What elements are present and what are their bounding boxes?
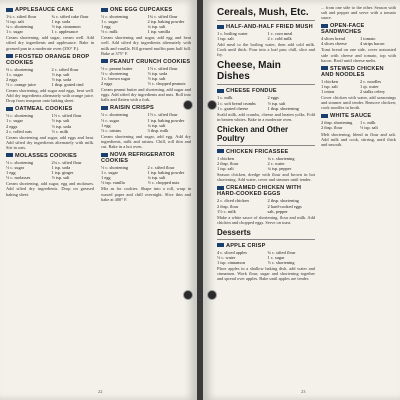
ingredient: 4 strips bacon [360, 41, 385, 47]
flag-icon [6, 153, 13, 157]
ingredient: 1 tsp. soda [51, 165, 71, 171]
ingredient: ½ c. water [217, 254, 236, 260]
flag-icon [321, 24, 328, 28]
ingredient: 4 c. sliced apples [217, 249, 247, 255]
section-heading: Cereals, Mush, Etc. [217, 7, 309, 18]
ingredient: ½ c. chopped peanuts [147, 81, 186, 87]
ingredient: 1 tomato [360, 36, 376, 42]
ingredient: ½ c. shortening [6, 113, 34, 119]
recipe-title [101, 105, 191, 111]
ingredient-list [217, 31, 315, 41]
ingredient-column [101, 112, 145, 132]
flag-icon [6, 8, 13, 12]
ingredient: ¼ c. shortening [6, 24, 34, 30]
ingredient-column [217, 31, 265, 41]
ingredient: ½ c. shortening [101, 70, 129, 76]
ingredient-column [268, 250, 316, 265]
recipe-instructions: Cream shortening, add sugar and eggs, beat well. Add dry ingredients alternately with orange juice. Drop from teaspoon onto baking sheet. [6, 88, 94, 104]
ingredient: 1 c. applesauce [51, 29, 79, 35]
ingredient: 1 c. corn meal [267, 31, 293, 36]
ingredient: ½ tsp. soda [51, 76, 72, 82]
ingredient-column [217, 95, 265, 110]
recipe-instructions: Cover chicken with water, add seasonings and simmer until tender. Remove chicken; cook noodles in broth. [321, 95, 396, 111]
section-heading: Cheese, Main Dishes [217, 60, 281, 83]
ingredient: ½ tsp. vanilla [101, 180, 125, 186]
ingredient-list [321, 120, 396, 130]
ingredient: 1 tsp. vanilla [147, 29, 171, 35]
right-col-c [217, 4, 315, 283]
ingredient-list [101, 112, 191, 132]
recipe-title [6, 54, 94, 66]
ingredient: ⅔ c. shortening [6, 66, 34, 72]
ingredient: 2¼ c. sifted flour [51, 159, 82, 165]
recipe-title-text: OPEN-FACE SANDWICHES [321, 23, 365, 36]
ingredient: 4 slices cheese [321, 41, 347, 47]
ingredient-column [6, 67, 49, 87]
ingredient: 1½ c. milk [217, 208, 236, 214]
ingredient-column [52, 113, 95, 133]
recipe-title [101, 7, 191, 13]
recipe-title [321, 66, 396, 78]
recipe-title-text: APPLESAUCE CAKE [15, 7, 74, 13]
ingredient-list [101, 14, 191, 34]
ingredient: ½ c. milk [101, 29, 118, 35]
recipe-instructions: Cream shortening and sugar, add egg. Add dry ingredients, milk and raisins. Chill, roll thin and cut. Bake in a hot oven. [101, 133, 191, 149]
ingredient: ½ tsp. soda [51, 123, 72, 129]
ingredient-column [217, 156, 265, 171]
ingredient: 1 egg [6, 170, 16, 176]
ingredient: 2 c. sifted flour [147, 165, 175, 171]
recipe-title-text: CREAMED CHICKEN WITH HARD-COOKED EGGS [217, 185, 302, 198]
recipe-title [217, 88, 315, 94]
ingredient-column [52, 14, 95, 34]
ingredient: 1 tsp. salt [321, 83, 338, 89]
ingredient-column [268, 95, 316, 110]
ingredient: ½ tsp. salt [51, 118, 70, 124]
recipe-instructions: Add meal to the boiling water, then add cold milk. Cook until thick. Pour into a loaf pan; chill, slice and fry. [217, 42, 315, 58]
ingredient: 1 tbsp. grated rind [51, 81, 84, 87]
ingredient: ½ c. chopped nuts [147, 180, 180, 186]
ingredient-list [6, 14, 94, 34]
ingredient: 2 c. noodles [360, 78, 382, 84]
ingredient: ½ c. sugar [101, 117, 120, 123]
ingredient: 1 tsp. baking powder [147, 117, 185, 123]
left-col-b [101, 4, 191, 204]
ingredient: 1 onion [321, 88, 335, 94]
flag-icon [217, 186, 224, 190]
ingredient-list [101, 66, 191, 86]
ingredient: ¼ tsp. salt [147, 122, 166, 128]
binder-hole-top [183, 100, 193, 110]
recipe-instructions: Cream shortening, add sugar, egg and molasses. Add sifted dry ingredients. Drop on greased baking sheet. [6, 181, 94, 197]
ingredient: 1 tsp. soda [51, 19, 71, 25]
recipe-instructions: Place apples in a shallow baking dish, add water and cinnamon. Work flour, sugar and shortening together and spread over apples. Bake until apples are tender. [217, 266, 315, 282]
ingredient: 2 eggs [6, 123, 18, 129]
recipe-title-text: APPLE CRISP [226, 242, 266, 249]
ingredient: 1 c. milk [217, 95, 233, 101]
flag-icon [6, 54, 13, 58]
recipe-title [321, 113, 396, 119]
ingredient: ½ tsp. salt [267, 100, 286, 106]
ingredient-column [6, 113, 49, 133]
ingredient: 2 tbsp. shortening [321, 120, 353, 126]
ingredient: ¼ c. shortening [267, 155, 295, 161]
recipe-title-text: FROSTED ORANGE DROP COOKIES [6, 53, 90, 66]
ingredient-column [268, 198, 316, 213]
flag-icon [101, 59, 108, 63]
ingredient: 1 c. brown sugar [101, 75, 131, 81]
ingredient: ½ c. peanut butter [101, 65, 133, 71]
ingredient: ½ c. shortening [6, 159, 34, 165]
section-heading: Chicken and Other Poultry [217, 124, 289, 143]
recipe-instructions: Melt shortening, blend in flour and salt. Add milk and cook, stirring, until thick and smooth. [321, 131, 396, 147]
ingredient: ¼ tsp. salt [147, 175, 166, 181]
ingredient: ⅓ c. shortening [267, 260, 295, 266]
ingredient: 1½ c. sifted flour [147, 112, 178, 118]
ingredient: ½ c. shortening [101, 165, 129, 171]
ingredient-column [268, 31, 316, 41]
ingredient: 2 eggs [267, 95, 279, 101]
page-number: 22 [98, 389, 103, 394]
ingredient: 1 chicken [217, 155, 234, 161]
ingredient: ½ tsp. soda [147, 70, 168, 76]
ingredient-column [360, 36, 396, 46]
ingredient: 1 tsp. ginger [51, 170, 74, 176]
recipe-instructions: ... from one side to the other. Season with salt and pepper and serve with a tomato sauce. [321, 5, 396, 21]
recipe-title [6, 7, 94, 13]
ingredient: ½ tsp. cinnamon [51, 24, 81, 30]
recipe-title [101, 59, 191, 65]
ingredient: ½ tsp. salt [51, 71, 70, 77]
ingredient-column [148, 112, 192, 132]
ingredient: 2 hard-cooked eggs [267, 203, 302, 209]
left-page [0, 0, 197, 400]
recipe-instructions: Toast bread on one side, cover untoasted side with cheese and tomato, top with bacon. Broil until cheese melts. [321, 47, 396, 63]
section-heading: Desserts [217, 227, 251, 237]
ingredient: 1 tsp. salt [217, 36, 234, 42]
ingredient: 1 c. sugar [6, 71, 23, 77]
ingredient-list [217, 198, 315, 213]
recipe-instructions: Mix as for cookies. Shape into a roll, wrap in waxed paper and chill overnight. Slice thin and bake at 400° F. [101, 186, 191, 202]
flag-icon [101, 153, 108, 157]
flag-icon [217, 243, 224, 247]
flag-icon [101, 8, 108, 12]
section-rule [217, 145, 315, 146]
ingredient-list [101, 165, 191, 185]
recipe-title-text: CHICKEN FRICASSEE [226, 148, 289, 155]
recipe-title [217, 149, 315, 155]
recipe-title [217, 243, 315, 249]
ingredient-column [268, 156, 316, 171]
ingredient-column [148, 165, 192, 185]
ingredient: 1 c. sugar [101, 19, 118, 25]
recipe-title-text: RAISIN CRISPS [110, 105, 154, 112]
ingredient: ¾ c. sifted cake flour [51, 14, 89, 19]
ingredient: 2 c. diced chicken [217, 198, 249, 204]
ingredient: ⅓ c. shortening [101, 14, 129, 19]
flag-icon [321, 114, 328, 118]
ingredient: ½ tsp. salt [360, 125, 378, 131]
ingredient: ½ c. milk [51, 128, 69, 134]
ingredient: 1 c. sugar [6, 118, 23, 124]
ingredient-list [6, 113, 94, 133]
ingredient-column [321, 36, 357, 46]
ingredient: 2 c. rolled oats [6, 128, 32, 134]
ingredient-list [6, 67, 94, 87]
ingredient: 3 tbsp. milk [147, 127, 169, 133]
binder-hole-bottom [183, 290, 193, 300]
page-number: 23 [301, 389, 306, 394]
ingredient: ½ tsp. salt [6, 19, 24, 25]
ingredient: 1½ c. sifted flour [147, 65, 178, 71]
ingredient-column [101, 14, 145, 34]
recipe-title [217, 24, 315, 30]
ingredient: 1 tbsp. shortening [267, 105, 299, 111]
recipe-title-text: HALF-AND-HALF FRIED MUSH [226, 24, 313, 30]
recipe-title-text: NOVA REFRIGERATOR COOKIES [101, 152, 175, 165]
ingredient: 2 eggs [6, 76, 18, 82]
ingredient: 2 c. water [267, 161, 285, 167]
section-rule [217, 84, 315, 85]
ingredient: 1 egg [101, 24, 111, 30]
recipe-instructions: Cream shortening and sugar, add eggs and beat. Add sifted dry ingredients alternately with milk. Stir in oats. [6, 134, 94, 150]
ingredient-column [217, 250, 265, 265]
ingredient: ½ c. orange juice [6, 81, 37, 87]
ingredient: 1 c. boiling water [217, 31, 248, 36]
recipe-title-text: MOLASSES COOKIES [15, 152, 77, 159]
ingredient: ¾ c. sifted flour [267, 249, 296, 255]
ingredient: 1 c. sugar [267, 254, 285, 260]
recipe-instructions: Cream shortening, add sugar, cream well. Add sifted dry ingredients and applesauce. Bake in greased pan in a moderate oven (350° F.). [6, 35, 94, 51]
flag-icon [217, 149, 224, 153]
recipe-title-text: CHEESE FONDUE [226, 88, 277, 95]
recipe-title-text: PEANUT CRUNCH COOKIES [110, 58, 191, 65]
left-col-a [6, 4, 94, 199]
section-rule [217, 239, 315, 240]
recipe-title [6, 106, 94, 112]
flag-icon [217, 89, 224, 93]
ingredient: 1¼ c. sifted flour [6, 14, 37, 19]
ingredient: 4 slices bread [321, 36, 345, 42]
ingredient-list [6, 160, 94, 180]
ingredient-column [148, 66, 192, 86]
binder-hole-bottom [207, 290, 217, 300]
flag-icon [6, 107, 13, 111]
ingredient: 1 c. soft bread crumbs [217, 100, 256, 106]
ingredient: 1 c. sugar [6, 29, 23, 35]
recipe-title-text: ONE EGG CUPCAKES [110, 7, 173, 13]
ingredient-column [217, 198, 265, 213]
ingredient-column [148, 14, 192, 34]
ingredient-list [321, 79, 396, 94]
ingredient: ⅓ c. shortening [101, 112, 129, 118]
recipe-title-text: OATMEAL COOKIES [15, 106, 73, 113]
recipe-title [6, 153, 94, 159]
ingredient: 1 c. grated cheese [217, 105, 249, 111]
ingredient-column [6, 160, 49, 180]
recipe-title-text: STEWED CHICKEN AND NOODLES [321, 65, 384, 78]
recipe-instructions: Cream peanut butter and shortening, add sugar and eggs. Add sifted dry ingredients and nuts. Roll into balls and flatten with a fork. [101, 87, 191, 103]
ingredient: 1 tsp. baking powder [147, 170, 185, 176]
ingredient-column [101, 165, 145, 185]
ingredient: 1 chicken [321, 78, 338, 84]
flag-icon [217, 25, 224, 29]
flag-icon [101, 106, 108, 110]
ingredient: 1 egg [101, 175, 111, 181]
ingredient: ¼ tsp. pepper [267, 166, 292, 172]
ingredient-column [101, 66, 145, 86]
ingredient-column [321, 79, 357, 94]
binder-hole-top [207, 100, 217, 110]
ingredient: ½ tsp. salt [51, 175, 70, 181]
ingredient: 2 tbsp. flour [217, 203, 239, 209]
recipe-instructions: Make a white sauce of shortening, flour and milk. Add chicken and chopped eggs. Serve on toast. [217, 214, 315, 225]
recipe-title [321, 23, 396, 35]
ingredient: 2 eggs [101, 81, 113, 87]
ingredient: 1¾ c. sifted flour [147, 14, 178, 19]
recipe-title-text: WHITE SAUCE [330, 113, 372, 120]
ingredient: 2 stalks celery [360, 88, 386, 94]
ingredient: 1 tsp. cinnamon [217, 260, 245, 266]
ingredient: salt, pepper [267, 208, 288, 214]
ingredient: 2 tsp. baking powder [147, 19, 185, 25]
ingredient-column [52, 67, 95, 87]
ingredient: ½ c. raisins [101, 127, 121, 133]
ingredient-column [321, 120, 357, 130]
flag-icon [321, 66, 328, 70]
ingredient: ½ tsp. salt [147, 75, 166, 81]
right-col-d [321, 4, 396, 149]
ingredient: 1½ c. sifted flour [51, 113, 82, 119]
ingredient-column [360, 79, 396, 94]
ingredient: 2 c. cold milk [267, 36, 292, 42]
ingredient: ½ c. molasses [6, 175, 31, 181]
ingredient: 1 c. milk [360, 120, 376, 126]
ingredient: ¼ tsp. salt [147, 24, 166, 30]
ingredient: 2 tbsp. shortening [267, 198, 299, 204]
ingredient: 2 c. sifted flour [51, 66, 79, 72]
recipe-instructions: Season chicken, dredge with flour and brown in hot shortening. Add water, cover and simmer until tender. [217, 172, 315, 183]
ingredient: 1 c. sugar [101, 170, 118, 176]
recipe-instructions: Cream shortening and sugar, add egg and beat well. Add sifted dry ingredients alternately with milk and vanilla. Fill greased muffin pans half full. Bake at 375° F. [101, 35, 191, 56]
ingredient-column [6, 14, 49, 34]
recipe-title [101, 152, 191, 164]
ingredient-list [217, 156, 315, 171]
recipe-title [217, 185, 315, 197]
ingredient: 1 tsp. salt [217, 166, 234, 172]
ingredient-column [360, 120, 396, 130]
ingredient: 2 tbsp. flour [321, 125, 343, 131]
section-rule [217, 20, 315, 21]
ingredient: 2 tbsp. flour [217, 161, 239, 167]
ingredient: 1 egg [101, 122, 111, 128]
ingredient-list [217, 250, 315, 265]
recipe-instructions: Scald milk, add crumbs, cheese and beaten yolks. Fold in beaten whites. Bake in a moderate oven. [217, 111, 315, 122]
ingredient-column [52, 160, 95, 180]
ingredient: 1 qt. water [360, 83, 379, 89]
ingredient-list [217, 95, 315, 110]
right-page [203, 0, 400, 400]
ingredient-list [321, 36, 396, 46]
ingredient: ½ c. sugar [6, 165, 25, 171]
